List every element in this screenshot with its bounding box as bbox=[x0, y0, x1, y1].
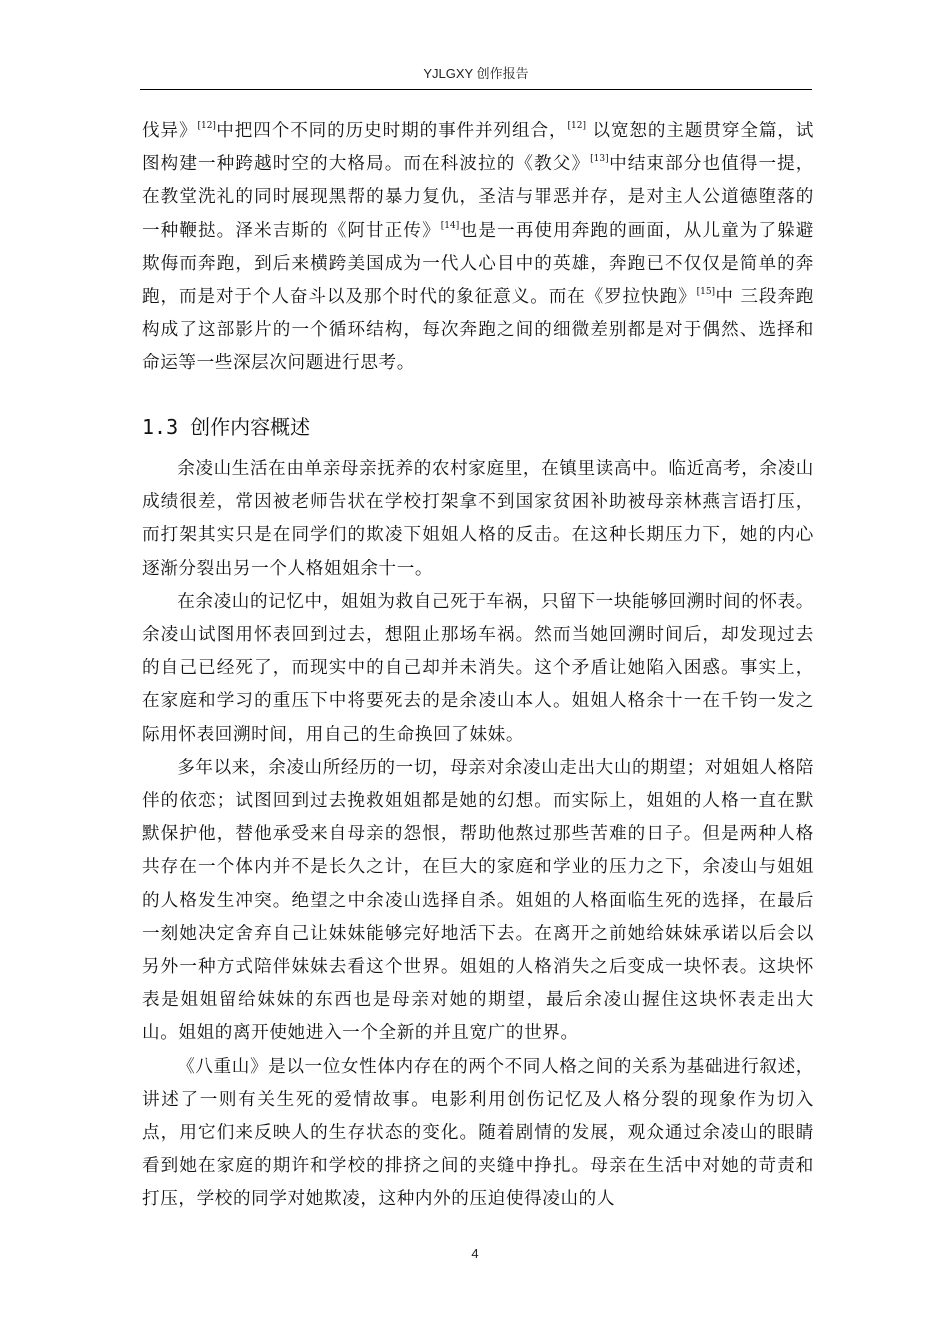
intro-text: 中结束部分也值得一提，在教堂洗礼的同时展现黑帮的暴力复仇，圣洁与罪恶并存，是对主人公道德堕落的一种鞭挞。泽米吉斯的《阿甘正传》 bbox=[142, 154, 814, 241]
section-number: 1.3 bbox=[142, 415, 179, 439]
citation-ref: [13] bbox=[590, 154, 609, 165]
intro-paragraph bbox=[142, 115, 814, 381]
body-paragraph: 多年以来，余凌山所经历的一切，母亲对余凌山走出大山的期望；对姐姐人格陪伴的依恋；试图回到过去挽救姐姐都是她的幻想。而实际上，姐姐的人格一直在默默保护他，替他承受来自母亲的怨恨，帮助他熬过那些苦难的日子。但是两种人格共存在一个体内并不是长久之计，在巨大的家庭和学业的压力之下，余凌山与姐姐的人格发生冲突。绝望之中余凌山选择自杀。姐姐的人格面临生死的选择，在最后一刻她决定舍弃自己让妹妹能够完好地活下去。在离开之前她给妹妹承诺以后会以另外一种方式陪伴妹妹去看这个世界。姐姐的人格消失之后变成一块怀表。这块怀表是姐姐留给妹妹的东西也是母亲对她的期望，最后余凌山握住这块怀表走出大山。姐姐的离开使她进入一个全新的并且宽广的世界。 bbox=[142, 757, 814, 1044]
section-title: 创作内容概述 bbox=[190, 415, 311, 439]
intro-text: 中把四个不同的历史时期的事件并列组合， bbox=[215, 121, 568, 141]
intro-text: 以宽恕的主题贯穿全篇，试图构建一种跨越时空的大格局。而在科波拉的《教父》 bbox=[142, 121, 814, 175]
body-paragraph: 在余凌山的记忆中，姐姐为救自己死于车祸，只留下一块能够回溯时间的怀表。余凌山试图用怀表回到过去，想阻止那场车祸。然而当她回溯时间后，却发现过去的自己已经死了，而现实中的自己却并未消失。这个矛盾让她陷入困惑。事实上，在家庭和学习的重压下中将要死去的是余凌山本人。姐姐人格余十一在千钧一发之际用怀表回溯时间，用自己的生命换回了妹妹。 bbox=[142, 591, 814, 745]
intro-text: 也是一再使用奔跑的画面，从儿童为了躲避欺侮而奔跑，到后来横跨美国成为一代人心目中的英雄，奔跑已不仅仅是简单的奔跑，而是对于个人奋斗以及那个时代的象征意义。而在《罗拉快跑》 bbox=[142, 220, 814, 308]
body-paragraph: 《八重山》是以一位女性体内存在的两个不同人格之间的关系为基础进行叙述，讲述了一则有关生死的爱情故事。电影利用创伤记忆及人格分裂的现象作为切入点，用它们来反映人的生存状态的变化。随着剧情的发展，观众通过余凌山的眼睛看到她在家庭的期许和学校的排挤之间的夹缝中挣扎。母亲在生活中对她的苛责和打压，学校的同学对她欺凌，这种内外的压迫使得凌山的人 bbox=[142, 1056, 814, 1210]
intro-text: 伐异》 bbox=[142, 121, 198, 141]
citation-ref: [15] bbox=[696, 287, 716, 298]
citation-ref: [12] bbox=[567, 121, 586, 131]
body-paragraph: 余凌山生活在由单亲母亲抚养的农村家庭里，在镇里读高中。临近高考，余凌山成绩很差，常因被老师告状在学校打架拿不到国家贫困补助被母亲林燕言语打压，而打架其实只是在同学们的欺凌下姐姐人格的反击。在这种长期压力下，她的内心逐渐分裂出另一个人格姐姐余十一。 bbox=[142, 459, 814, 579]
page-header: YJLGXY 创作报告 bbox=[423, 66, 529, 81]
citation-ref: [14] bbox=[440, 220, 460, 231]
page-number: 4 bbox=[471, 1246, 479, 1261]
section-heading bbox=[142, 411, 310, 440]
citation-ref: [12] bbox=[197, 121, 216, 131]
intro-block bbox=[142, 115, 814, 381]
section-body bbox=[142, 453, 814, 1217]
header-rule bbox=[140, 89, 812, 90]
intro-text: 中 三段奔跑构成了这部影片的一个循环结构，每次奔跑之间的细微差别都是对于偶然、选择和命运等一些深层次问题进行思考。 bbox=[142, 287, 814, 374]
